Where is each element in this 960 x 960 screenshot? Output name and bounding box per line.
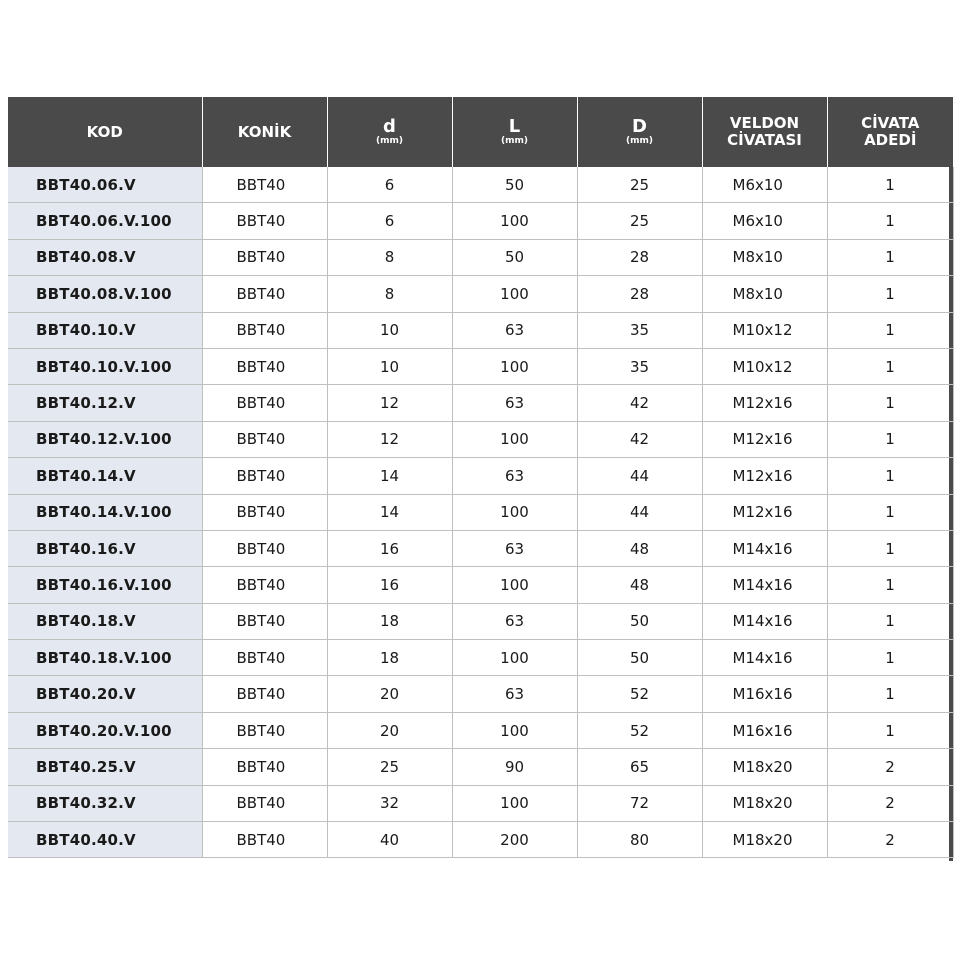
cell-kod: BBT40.20.V bbox=[8, 676, 202, 712]
cell-d: 8 bbox=[327, 276, 452, 312]
cell-veldon: M10x12 bbox=[702, 348, 827, 384]
cell-d: 10 bbox=[327, 348, 452, 384]
cell-d: 12 bbox=[327, 421, 452, 457]
cell-konik: BBT40 bbox=[202, 785, 327, 821]
cell-kod: BBT40.12.V bbox=[8, 385, 202, 421]
cell-konik: BBT40 bbox=[202, 567, 327, 603]
cell-kod: BBT40.18.V.100 bbox=[8, 640, 202, 676]
cell-konik: BBT40 bbox=[202, 385, 327, 421]
header-row bbox=[8, 97, 953, 167]
cell-L: 200 bbox=[452, 822, 577, 858]
cell-L: 100 bbox=[452, 640, 577, 676]
cell-adet: 2 bbox=[827, 822, 953, 858]
table-row bbox=[8, 167, 953, 203]
table-row bbox=[8, 203, 953, 239]
cell-adet: 1 bbox=[827, 530, 953, 566]
cell-konik: BBT40 bbox=[202, 421, 327, 457]
cell-adet: 1 bbox=[827, 276, 953, 312]
header-kod-label: KOD bbox=[86, 122, 123, 141]
header-civata bbox=[827, 97, 953, 167]
cell-d: 32 bbox=[327, 785, 452, 821]
cell-konik: BBT40 bbox=[202, 276, 327, 312]
cell-konik: BBT40 bbox=[202, 676, 327, 712]
cell-d: 25 bbox=[327, 749, 452, 785]
cell-d: 8 bbox=[327, 239, 452, 275]
cell-D: 25 bbox=[577, 203, 702, 239]
cell-L: 90 bbox=[452, 749, 577, 785]
cell-D: 44 bbox=[577, 494, 702, 530]
cell-veldon: M14x16 bbox=[702, 640, 827, 676]
cell-L: 100 bbox=[452, 203, 577, 239]
cell-kod: BBT40.08.V.100 bbox=[8, 276, 202, 312]
cell-konik: BBT40 bbox=[202, 822, 327, 858]
cell-D: 65 bbox=[577, 749, 702, 785]
cell-veldon: M8x10 bbox=[702, 276, 827, 312]
header-d-label: d bbox=[383, 116, 396, 137]
cell-kod: BBT40.14.V.100 bbox=[8, 494, 202, 530]
cell-d: 6 bbox=[327, 203, 452, 239]
cell-adet: 1 bbox=[827, 494, 953, 530]
cell-konik: BBT40 bbox=[202, 530, 327, 566]
cell-d: 6 bbox=[327, 167, 452, 203]
cell-adet: 1 bbox=[827, 348, 953, 384]
cell-kod: BBT40.12.V.100 bbox=[8, 421, 202, 457]
cell-kod: BBT40.25.V bbox=[8, 749, 202, 785]
cell-d: 20 bbox=[327, 712, 452, 748]
cell-veldon: M14x16 bbox=[702, 530, 827, 566]
cell-veldon: M12x16 bbox=[702, 385, 827, 421]
cell-adet: 1 bbox=[827, 603, 953, 639]
cell-kod: BBT40.06.V.100 bbox=[8, 203, 202, 239]
cell-kod: BBT40.10.V.100 bbox=[8, 348, 202, 384]
cell-d: 18 bbox=[327, 640, 452, 676]
cell-d: 16 bbox=[327, 530, 452, 566]
table-row bbox=[8, 276, 953, 312]
table-body bbox=[8, 167, 953, 858]
table-row bbox=[8, 603, 953, 639]
header-D bbox=[577, 97, 702, 167]
cell-L: 100 bbox=[452, 348, 577, 384]
cell-L: 63 bbox=[452, 312, 577, 348]
cell-D: 42 bbox=[577, 385, 702, 421]
cell-veldon: M14x16 bbox=[702, 603, 827, 639]
header-civata-line2: ADEDİ bbox=[864, 131, 917, 149]
cell-D: 50 bbox=[577, 640, 702, 676]
table-row bbox=[8, 712, 953, 748]
cell-D: 28 bbox=[577, 239, 702, 275]
cell-adet: 1 bbox=[827, 203, 953, 239]
cell-D: 44 bbox=[577, 458, 702, 494]
header-d-unit: (mm) bbox=[376, 136, 403, 146]
cell-adet: 2 bbox=[827, 785, 953, 821]
header-veldon bbox=[702, 97, 827, 167]
table-row bbox=[8, 312, 953, 348]
table-header bbox=[8, 97, 953, 167]
cell-L: 100 bbox=[452, 712, 577, 748]
cell-L: 100 bbox=[452, 276, 577, 312]
cell-d: 14 bbox=[327, 494, 452, 530]
cell-d: 18 bbox=[327, 603, 452, 639]
cell-konik: BBT40 bbox=[202, 712, 327, 748]
cell-D: 42 bbox=[577, 421, 702, 457]
header-L-label: L bbox=[508, 116, 521, 137]
cell-L: 100 bbox=[452, 494, 577, 530]
header-veldon-line2: CİVATASI bbox=[727, 131, 802, 149]
header-d bbox=[327, 97, 452, 167]
cell-veldon: M14x16 bbox=[702, 567, 827, 603]
header-konik-label: KONİK bbox=[237, 122, 292, 141]
header-L bbox=[452, 97, 577, 167]
cell-kod: BBT40.16.V bbox=[8, 530, 202, 566]
cell-veldon: M16x16 bbox=[702, 676, 827, 712]
cell-veldon: M12x16 bbox=[702, 458, 827, 494]
cell-D: 48 bbox=[577, 530, 702, 566]
cell-L: 50 bbox=[452, 167, 577, 203]
cell-D: 52 bbox=[577, 712, 702, 748]
cell-adet: 1 bbox=[827, 239, 953, 275]
cell-D: 72 bbox=[577, 785, 702, 821]
cell-konik: BBT40 bbox=[202, 458, 327, 494]
cell-kod: BBT40.18.V bbox=[8, 603, 202, 639]
cell-D: 35 bbox=[577, 312, 702, 348]
cell-kod: BBT40.40.V bbox=[8, 822, 202, 858]
cell-D: 80 bbox=[577, 822, 702, 858]
cell-adet: 1 bbox=[827, 421, 953, 457]
cell-d: 20 bbox=[327, 676, 452, 712]
cell-veldon: M12x16 bbox=[702, 494, 827, 530]
cell-kod: BBT40.16.V.100 bbox=[8, 567, 202, 603]
cell-kod: BBT40.14.V bbox=[8, 458, 202, 494]
cell-D: 28 bbox=[577, 276, 702, 312]
cell-kod: BBT40.10.V bbox=[8, 312, 202, 348]
cell-kod: BBT40.20.V.100 bbox=[8, 712, 202, 748]
cell-d: 12 bbox=[327, 385, 452, 421]
cell-veldon: M12x16 bbox=[702, 421, 827, 457]
table-row bbox=[8, 567, 953, 603]
cell-D: 48 bbox=[577, 567, 702, 603]
cell-adet: 1 bbox=[827, 312, 953, 348]
cell-konik: BBT40 bbox=[202, 167, 327, 203]
table-row bbox=[8, 239, 953, 275]
table-row bbox=[8, 640, 953, 676]
cell-konik: BBT40 bbox=[202, 239, 327, 275]
cell-L: 100 bbox=[452, 421, 577, 457]
table-row bbox=[8, 494, 953, 530]
cell-veldon: M6x10 bbox=[702, 203, 827, 239]
cell-adet: 1 bbox=[827, 458, 953, 494]
cell-konik: BBT40 bbox=[202, 494, 327, 530]
header-kod bbox=[8, 97, 202, 167]
header-veldon-line1: VELDON bbox=[729, 114, 800, 132]
cell-veldon: M18x20 bbox=[702, 822, 827, 858]
spec-table-container bbox=[8, 97, 953, 858]
cell-D: 25 bbox=[577, 167, 702, 203]
cell-kod: BBT40.08.V bbox=[8, 239, 202, 275]
table-row bbox=[8, 421, 953, 457]
spec-table bbox=[8, 97, 954, 858]
cell-veldon: M10x12 bbox=[702, 312, 827, 348]
header-D-unit: (mm) bbox=[626, 136, 653, 146]
cell-veldon: M18x20 bbox=[702, 749, 827, 785]
cell-L: 63 bbox=[452, 676, 577, 712]
table-row bbox=[8, 822, 953, 858]
cell-L: 63 bbox=[452, 603, 577, 639]
header-D-label: D bbox=[632, 116, 647, 137]
cell-adet: 1 bbox=[827, 385, 953, 421]
cell-konik: BBT40 bbox=[202, 640, 327, 676]
cell-adet: 1 bbox=[827, 640, 953, 676]
cell-konik: BBT40 bbox=[202, 203, 327, 239]
cell-L: 63 bbox=[452, 458, 577, 494]
cell-L: 50 bbox=[452, 239, 577, 275]
table-row bbox=[8, 749, 953, 785]
cell-d: 10 bbox=[327, 312, 452, 348]
cell-konik: BBT40 bbox=[202, 603, 327, 639]
cell-adet: 1 bbox=[827, 167, 953, 203]
cell-veldon: M18x20 bbox=[702, 785, 827, 821]
cell-konik: BBT40 bbox=[202, 348, 327, 384]
table-row bbox=[8, 676, 953, 712]
cell-kod: BBT40.06.V bbox=[8, 167, 202, 203]
cell-L: 63 bbox=[452, 530, 577, 566]
table-row bbox=[8, 530, 953, 566]
cell-konik: BBT40 bbox=[202, 312, 327, 348]
cell-kod: BBT40.32.V bbox=[8, 785, 202, 821]
table-row bbox=[8, 458, 953, 494]
header-L-unit: (mm) bbox=[501, 136, 528, 146]
cell-d: 40 bbox=[327, 822, 452, 858]
header-konik bbox=[202, 97, 327, 167]
table-row bbox=[8, 785, 953, 821]
cell-L: 100 bbox=[452, 785, 577, 821]
cell-adet: 1 bbox=[827, 567, 953, 603]
cell-veldon: M8x10 bbox=[702, 239, 827, 275]
cell-D: 52 bbox=[577, 676, 702, 712]
cell-D: 35 bbox=[577, 348, 702, 384]
cell-veldon: M6x10 bbox=[702, 167, 827, 203]
cell-adet: 1 bbox=[827, 676, 953, 712]
cell-d: 14 bbox=[327, 458, 452, 494]
cell-L: 63 bbox=[452, 385, 577, 421]
cell-veldon: M16x16 bbox=[702, 712, 827, 748]
cell-L: 100 bbox=[452, 567, 577, 603]
cell-konik: BBT40 bbox=[202, 749, 327, 785]
cell-adet: 1 bbox=[827, 712, 953, 748]
table-row bbox=[8, 385, 953, 421]
cell-D: 50 bbox=[577, 603, 702, 639]
table-row bbox=[8, 348, 953, 384]
cell-adet: 2 bbox=[827, 749, 953, 785]
cell-d: 16 bbox=[327, 567, 452, 603]
header-civata-line1: CİVATA bbox=[861, 114, 920, 132]
